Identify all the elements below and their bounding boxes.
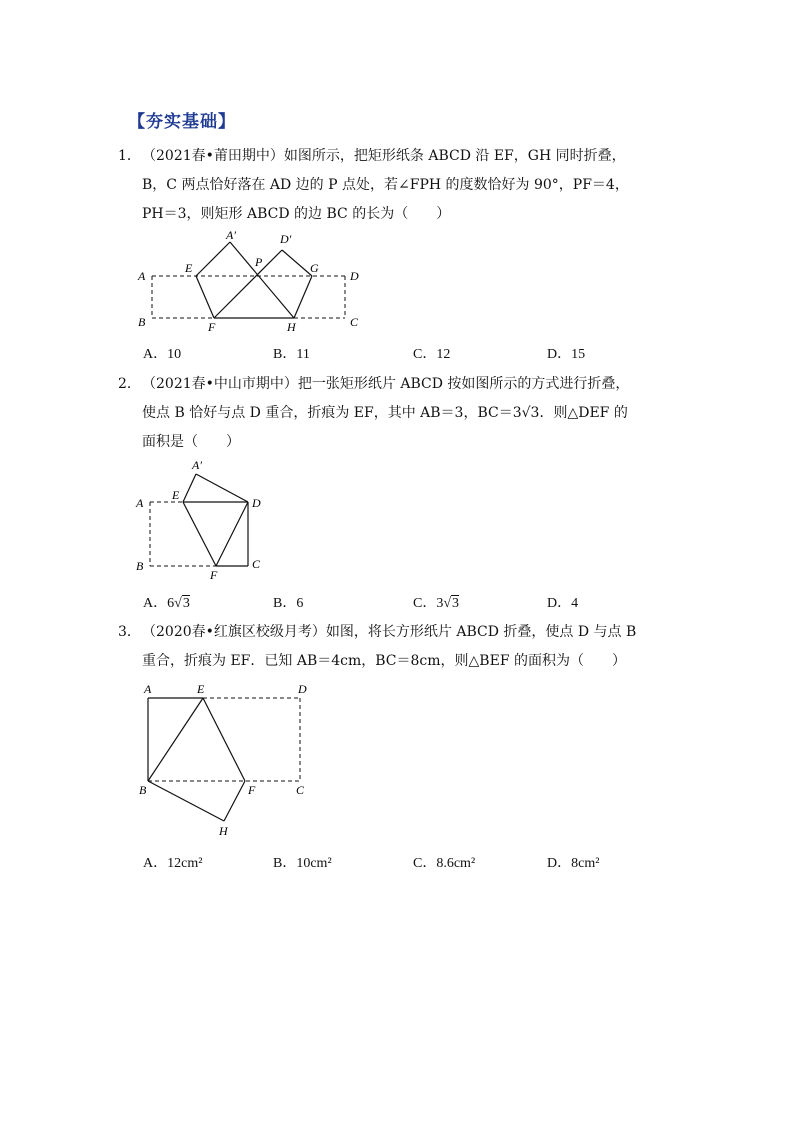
segment-A1D bbox=[196, 474, 248, 502]
label-H: H bbox=[219, 824, 228, 838]
label-P: P bbox=[255, 255, 263, 269]
segment-BE bbox=[148, 698, 203, 781]
label-D: D bbox=[252, 496, 261, 510]
option-b[interactable]: B．11 bbox=[273, 347, 310, 362]
option-d[interactable]: D．15 bbox=[547, 347, 586, 362]
option-d[interactable]: D．8cm² bbox=[547, 856, 600, 871]
segment-FD1 bbox=[214, 250, 282, 318]
question-number: 1． bbox=[118, 148, 141, 164]
segment-D1G bbox=[282, 250, 312, 276]
label-C: C bbox=[296, 783, 305, 797]
label-A: A bbox=[138, 269, 146, 283]
label-C: C bbox=[350, 315, 359, 329]
question-text: （2021春•莆田期中）如图所示，把矩形纸条 ABCD 沿 EF，GH 同时折叠， bbox=[142, 148, 626, 164]
question-text: 使点 B 恰好与点 D 重合，折痕为 EF，其中 AB＝3，BC＝3√3．则△DEF 的 bbox=[142, 405, 628, 421]
option-b[interactable]: B．10cm² bbox=[273, 856, 332, 871]
crease-GH bbox=[294, 276, 312, 318]
question-text: （2020春•红旗区校级月考）如图，将长方形纸片 ABCD 折叠，使点 D 与点 B bbox=[142, 624, 637, 640]
question-text: （2021春•中山市期中）把一张矩形纸片 ABCD 按如图所示的方式进行折叠， bbox=[142, 376, 630, 392]
folded-rectangle-diagram bbox=[130, 228, 370, 340]
question-number: 3． bbox=[118, 624, 141, 640]
option-a[interactable]: A．10 bbox=[143, 347, 182, 362]
segment-BH bbox=[148, 781, 224, 821]
question-number: 2． bbox=[118, 376, 141, 392]
label-A-prime: A′ bbox=[192, 458, 202, 472]
option-a[interactable]: A．12cm² bbox=[143, 856, 203, 871]
option-c[interactable]: C．12 bbox=[413, 347, 451, 362]
label-F: F bbox=[248, 783, 256, 797]
question-1 bbox=[118, 142, 678, 229]
label-F: F bbox=[208, 320, 216, 334]
question-3 bbox=[118, 618, 678, 676]
label-D: D bbox=[298, 682, 307, 696]
option-d[interactable]: D．4 bbox=[547, 596, 579, 611]
label-D-prime: D′ bbox=[280, 232, 292, 246]
option-a[interactable]: A．6√3 bbox=[143, 596, 190, 611]
option-c[interactable]: C．8.6cm² bbox=[413, 856, 476, 871]
label-C: C bbox=[252, 557, 261, 571]
segment-DF bbox=[216, 502, 248, 566]
label-F: F bbox=[210, 568, 218, 582]
label-G: G bbox=[310, 261, 319, 275]
question-text: B，C 两点恰好落在 AD 边的 P 点处，若∠FPH 的度数恰好为 90°，PF＝4， bbox=[142, 177, 629, 193]
crease-EF bbox=[203, 698, 245, 781]
question-text: 面积是（ ） bbox=[142, 434, 240, 450]
label-E: E bbox=[185, 261, 193, 275]
label-B: B bbox=[136, 559, 144, 573]
label-A: A bbox=[144, 682, 152, 696]
question-text: 重合，折痕为 EF．已知 AB＝4cm，BC＝8cm，则△BEF 的面积为（ ） bbox=[142, 653, 626, 669]
label-A-prime: A′ bbox=[226, 228, 236, 242]
crease-EF bbox=[196, 276, 214, 318]
question-text: PH＝3，则矩形 ABCD 的边 BC 的长为（ ） bbox=[142, 206, 451, 222]
label-B: B bbox=[139, 783, 147, 797]
segment-EA1 bbox=[183, 474, 196, 502]
figure-2 bbox=[130, 456, 270, 588]
segment-HF bbox=[224, 781, 245, 821]
option-b[interactable]: B．6 bbox=[273, 596, 304, 611]
folded-rectangle-diagram bbox=[130, 456, 270, 584]
segment-EA1 bbox=[196, 242, 230, 276]
section-heading: 【夯实基础】 bbox=[128, 112, 236, 132]
sqrt-icon: √ bbox=[174, 596, 182, 611]
sqrt-icon: √ bbox=[443, 596, 452, 611]
figure-1 bbox=[130, 228, 370, 344]
label-B: B bbox=[138, 315, 146, 329]
label-H: H bbox=[287, 320, 296, 334]
label-E: E bbox=[172, 488, 180, 502]
folded-rectangle-diagram bbox=[130, 680, 330, 840]
figure-3 bbox=[130, 680, 330, 844]
label-D: D bbox=[350, 269, 359, 283]
label-A: A bbox=[136, 496, 144, 510]
crease-EF bbox=[183, 502, 216, 566]
segment-A1H bbox=[230, 242, 294, 318]
question-2 bbox=[118, 370, 678, 457]
label-E: E bbox=[197, 682, 205, 696]
option-c[interactable]: C．3√3 bbox=[413, 596, 460, 611]
